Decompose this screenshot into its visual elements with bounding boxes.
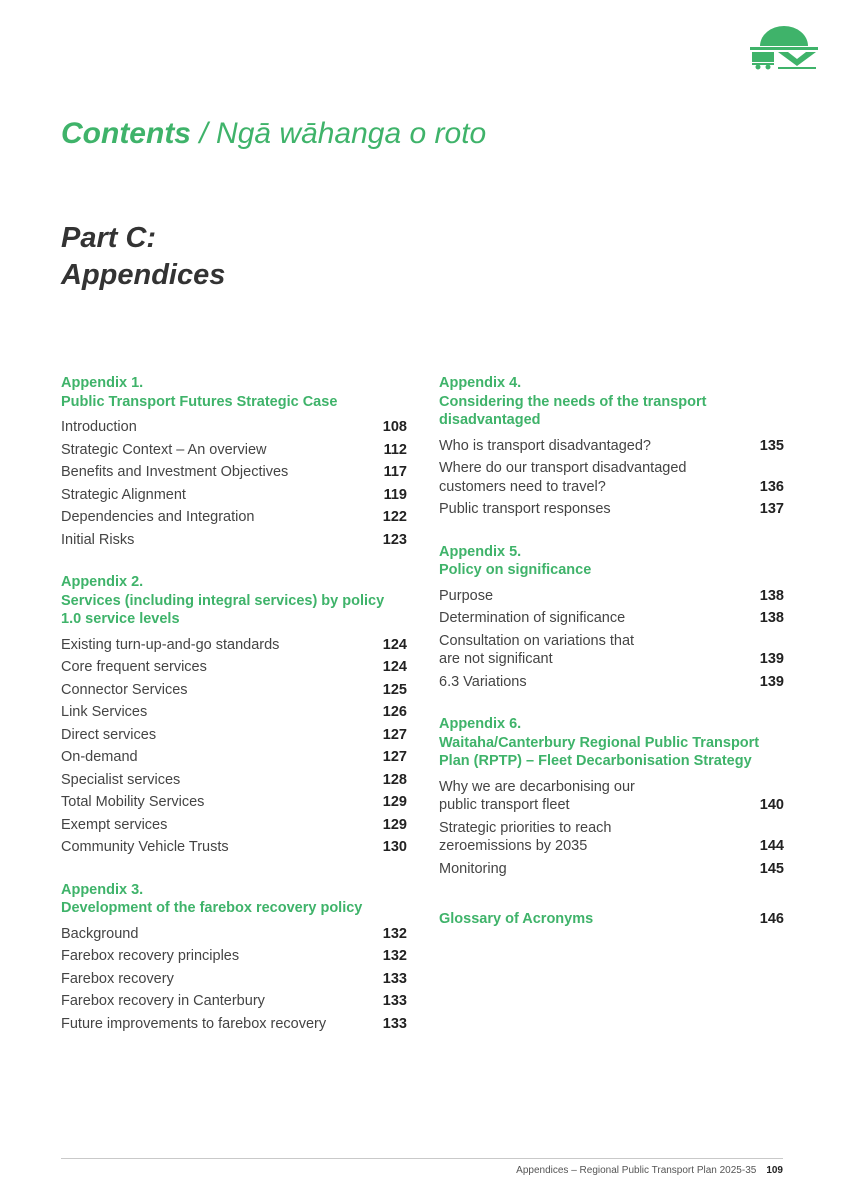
toc-entry-page: 129 <box>382 794 407 810</box>
toc-entry[interactable] <box>61 439 407 462</box>
footer-divider <box>61 1158 783 1159</box>
toc-entry-label: Monitoring <box>439 860 507 877</box>
toc-entry[interactable] <box>61 416 407 439</box>
toc-entry-page: 145 <box>759 860 784 877</box>
appendix-5-heading <box>439 543 784 580</box>
page-footer <box>516 1165 783 1177</box>
toc-entry[interactable] <box>61 724 407 747</box>
toc-entry-label: Initial Risks <box>61 531 135 548</box>
toc-entry-label: Exempt services <box>61 816 168 833</box>
toc-entry-page: 139 <box>759 651 784 667</box>
toc-entry-page: 136 <box>759 478 784 495</box>
appendix-label: Appendix 4. <box>439 375 522 391</box>
toc-entry-label: Direct services <box>61 726 157 743</box>
toc-entry[interactable] <box>61 923 407 946</box>
toc-entry-page: 108 <box>382 419 407 435</box>
toc-entry-label: Dependencies and Integration <box>61 509 255 525</box>
toc-entry[interactable] <box>61 484 407 507</box>
toc-entry[interactable] <box>439 435 784 458</box>
toc-entry[interactable] <box>61 529 407 552</box>
appendix-title-line-2: Plan (RPTP) – Fleet Decarbonisation Strategy <box>439 753 752 769</box>
contents-column-left <box>61 374 407 1035</box>
toc-entry-page: 139 <box>759 673 784 690</box>
toc-entry-label: Community Vehicle Trusts <box>61 839 229 855</box>
toc-entry[interactable] <box>61 506 407 529</box>
footer-page-number: 109 <box>766 1165 783 1176</box>
toc-entry[interactable] <box>61 679 407 702</box>
toc-entry-label-line-2: zeroemissions by 2035 <box>439 838 588 854</box>
toc-entry-label: Benefits and Investment Objectives <box>61 464 289 480</box>
glossary-entry[interactable] <box>439 910 784 929</box>
toc-entry-page: 119 <box>383 486 407 503</box>
appendix-label: Appendix 1. <box>61 375 144 391</box>
toc-entry-label-line-2: are not significant <box>439 651 553 667</box>
toc-entry-label <box>439 778 635 815</box>
toc-entry-page: 133 <box>382 970 407 987</box>
appendix-4-heading <box>439 374 784 430</box>
toc-entry-label: 6.3 Variations <box>439 673 527 690</box>
toc-entry[interactable] <box>439 817 784 858</box>
appendix-1-heading <box>61 374 407 411</box>
toc-entry-page: 137 <box>759 501 784 517</box>
toc-entry-label: Farebox recovery principles <box>61 948 240 964</box>
toc-entry-label: Farebox recovery <box>61 970 174 987</box>
appendix-title-line-1: Waitaha/Canterbury Regional Public Transport <box>439 734 760 751</box>
appendix-title-line-2: disadvantaged <box>439 412 541 428</box>
toc-entry-label <box>439 819 611 856</box>
toc-entry-page: 138 <box>759 587 784 604</box>
toc-entry[interactable] <box>61 634 407 657</box>
toc-entry-label <box>439 459 686 496</box>
toc-entry-label: Public transport responses <box>439 501 611 517</box>
appendix-title-line-1: Services (including integral services) by policy <box>61 592 385 609</box>
appendix-title: Development of the farebox recovery policy <box>61 900 363 916</box>
toc-entry-page: 127 <box>382 726 407 743</box>
toc-entry-label: Link Services <box>61 704 148 720</box>
toc-entry[interactable] <box>439 858 784 881</box>
toc-entry[interactable] <box>61 701 407 724</box>
toc-entry-page: 144 <box>759 838 784 854</box>
toc-entry[interactable] <box>61 769 407 792</box>
toc-entry-label-line-1: Strategic priorities to reach <box>439 819 612 836</box>
part-line-2: Appendices <box>61 259 226 291</box>
appendix-title-line-2: 1.0 service levels <box>61 611 180 627</box>
toc-entry[interactable] <box>439 630 784 671</box>
toc-entry-label: Strategic Context – An overview <box>61 441 267 458</box>
title-separator: / <box>199 117 208 150</box>
toc-entry-page: 124 <box>382 636 407 653</box>
toc-entry-page: 129 <box>382 816 407 833</box>
toc-entry[interactable] <box>439 776 784 817</box>
toc-entry-label: Future improvements to farebox recovery <box>61 1015 327 1032</box>
toc-entry[interactable] <box>439 671 784 694</box>
toc-entry-page: 122 <box>382 509 407 525</box>
toc-entry-page: 123 <box>382 531 407 548</box>
toc-entry[interactable] <box>61 990 407 1013</box>
toc-entry-page: 138 <box>759 610 784 626</box>
toc-entry-label: Purpose <box>439 587 494 604</box>
toc-entry-page: 132 <box>382 925 407 942</box>
toc-entry[interactable] <box>61 746 407 769</box>
toc-entry-page: 140 <box>759 797 784 813</box>
toc-entry[interactable] <box>61 791 407 814</box>
glossary-label: Glossary of Acronyms <box>439 911 594 927</box>
toc-entry[interactable] <box>439 585 784 608</box>
title-main: Contents <box>61 117 191 150</box>
toc-entry-label: Background <box>61 925 139 942</box>
toc-entry-label-line-1: Why we are decarbonising our <box>439 778 635 795</box>
page-title <box>61 114 486 154</box>
appendix-title-line-1: Considering the needs of the transport <box>439 393 707 410</box>
toc-entry[interactable] <box>439 607 784 630</box>
toc-entry[interactable] <box>61 814 407 837</box>
toc-entry-page: 126 <box>382 704 407 720</box>
footer-text: Appendices – Regional Public Transport Plan 2025-35 <box>516 1165 757 1176</box>
toc-entry-label-line-1: Consultation on variations that <box>439 632 635 649</box>
toc-entry-label: Determination of significance <box>439 610 626 626</box>
toc-entry-page: 112 <box>383 441 407 458</box>
toc-entry-page: 128 <box>382 771 407 788</box>
appendix-label: Appendix 5. <box>439 543 522 560</box>
toc-entry-page: 133 <box>382 993 407 1009</box>
toc-entry-page: 132 <box>382 948 407 964</box>
toc-entry[interactable] <box>61 836 407 859</box>
toc-entry-label-line-1: Where do our transport disadvantaged <box>439 460 687 476</box>
part-line-1: Part C: <box>61 222 157 254</box>
toc-entry-page: 125 <box>382 681 407 698</box>
toc-entry-page: 130 <box>382 839 407 855</box>
appendix-label: Appendix 6. <box>439 716 522 732</box>
toc-entry-label: Existing turn-up-and-go standards <box>61 636 280 653</box>
toc-entry[interactable] <box>439 457 784 498</box>
toc-entry-label-line-2: customers need to travel? <box>439 478 606 495</box>
toc-entry[interactable] <box>439 498 784 521</box>
toc-entry-page: 117 <box>383 464 407 480</box>
appendix-6-heading <box>439 715 784 771</box>
appendix-title: Public Transport Futures Strategic Case <box>61 393 338 410</box>
bus-leaf-logo-icon <box>750 26 818 70</box>
toc-entry-label: Farebox recovery in Canterbury <box>61 993 265 1009</box>
toc-entry[interactable] <box>61 656 407 679</box>
toc-entry-label: Introduction <box>61 419 137 435</box>
contents-column-right <box>439 374 784 929</box>
toc-entry-label: Strategic Alignment <box>61 486 186 503</box>
appendix-title: Policy on significance <box>439 562 592 578</box>
toc-entry-page: 135 <box>759 437 784 454</box>
toc-entry-label: Specialist services <box>61 771 181 788</box>
toc-entry-label-line-2: public transport fleet <box>439 797 570 813</box>
toc-entry[interactable] <box>61 461 407 484</box>
appendix-label: Appendix 3. <box>61 881 144 898</box>
toc-entry-page: 133 <box>382 1015 407 1032</box>
toc-entry-label <box>439 632 634 669</box>
toc-entry[interactable] <box>61 945 407 968</box>
appendix-3-heading <box>61 881 407 918</box>
toc-entry-page: 124 <box>382 659 407 675</box>
toc-entry-label: Total Mobility Services <box>61 794 205 810</box>
toc-entry-label: Core frequent services <box>61 659 207 675</box>
toc-entry-label: Connector Services <box>61 681 188 698</box>
toc-entry[interactable] <box>61 1013 407 1036</box>
title-sub: Ngā wāhanga o roto <box>216 117 487 150</box>
toc-entry-label: On-demand <box>61 749 138 765</box>
toc-entry-page: 127 <box>382 749 407 765</box>
appendix-2-heading <box>61 573 407 629</box>
toc-entry-label: Who is transport disadvantaged? <box>439 437 651 454</box>
part-heading <box>61 220 225 294</box>
toc-entry[interactable] <box>61 968 407 991</box>
appendix-label: Appendix 2. <box>61 574 144 590</box>
glossary-page: 146 <box>759 911 784 927</box>
